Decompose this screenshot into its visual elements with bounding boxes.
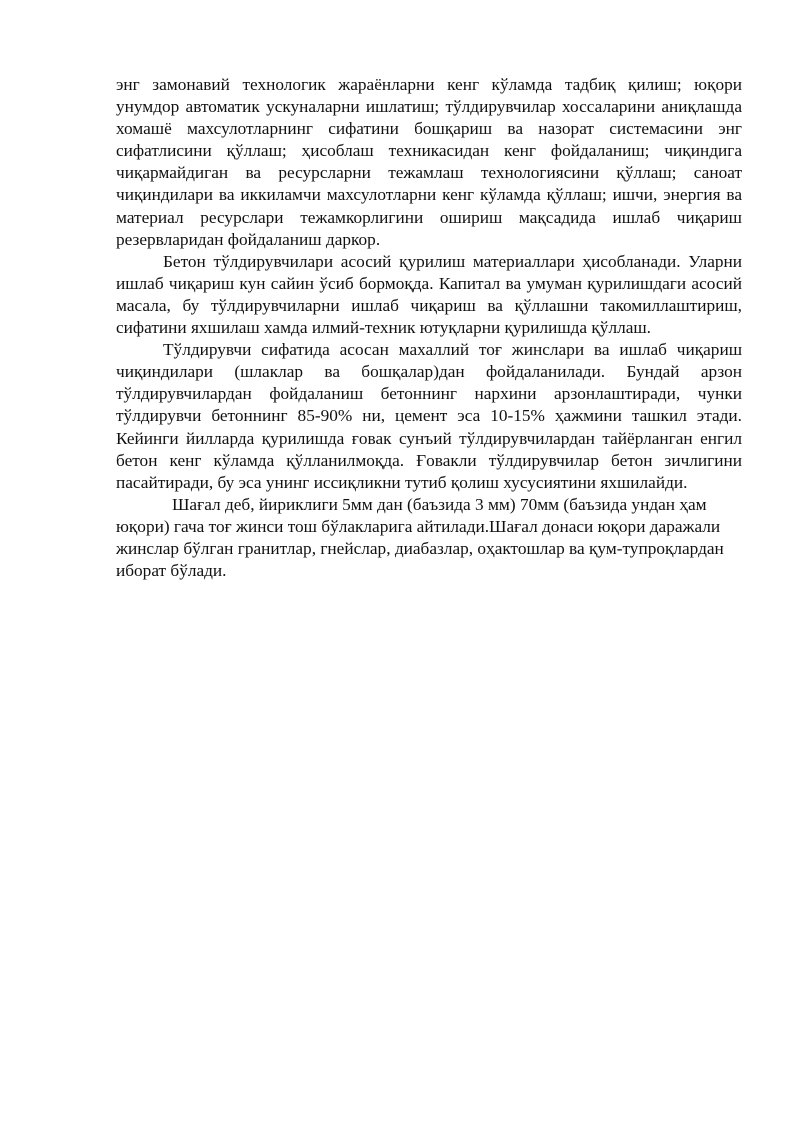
paragraph-1: энг замонавий технологик жараёнларни кенг кўламда тадбиқ қилиш; юқори унумдор автоматик ускуналарни ишлатиш; тўлдирувчилар хоссаларини аниқлашда хомашё махсулотларнинг сифатини бошқариш ва назорат системасини энг сифатлисини қўллаш; ҳисоблаш техникасидан кенг фойдаланиш; чиқиндига чиқармайдиган ва ресурсларни тежамлаш технологиясини қўллаш; саноат чиқиндилари ва иккиламчи махсулотларни кенг кўламда қўллаш; ишчи, энергия ва материал ресурслари тежамкорлигини ошириш мақсадида ишлаб чиқариш резервларидан фойдаланиш даркор. xyxy=(116,75,742,249)
paragraph-4: Шағал деб, йириклиги 5мм дан (баъзида 3 мм) 70мм (баъзида ундан ҳам юқори) гача тоғ жинси тош бўлакларига айтилади.Шағал донаси юқори даражали жинслар бўлган гранитлар, гнейслар, диабазлар, оҳактошлар ва қум-тупроқлардан иборат бўлади. xyxy=(116,494,724,581)
document-page xyxy=(116,74,742,582)
paragraph-3: Тўлдирувчи сифатида асосан махаллий тоғ жинслари ва ишлаб чиқариш чиқиндилари (шлаклар ва бошқалар)дан фойдаланилади. Бундай арзон тўлдирувчилардан фойдаланиш бетоннинг нархини арзонлаштиради, чунки тўлдирувчи бетоннинг 85-90% ни, цемент эса 10-15% ҳажмини ташкил этади. Кейинги йилларда қурилишда ғовак сунъий тўлдирувчилардан тайёрланган енгил бетон кенг кўламда қўлланилмоқда. Ғовакли тўлдирувчилар бетон зичлигини пасайтиради, бу эса унинг иссиқликни тутиб қолиш хусусиятини яхшилайди. xyxy=(116,340,742,492)
paragraph-2: Бетон тўлдирувчилари асосий қурилиш материаллари ҳисобланади. Уларни ишлаб чиқариш кун сайин ўсиб бормоқда. Капитал ва умуман қурилишдаги асосий масала, бу тўлдирувчиларни ишлаб чиқариш ва қўллашни такомиллаштириш, сифатини яхшилаш хамда илмий-техник ютуқларни қурилишда қўллаш. xyxy=(116,251,742,338)
